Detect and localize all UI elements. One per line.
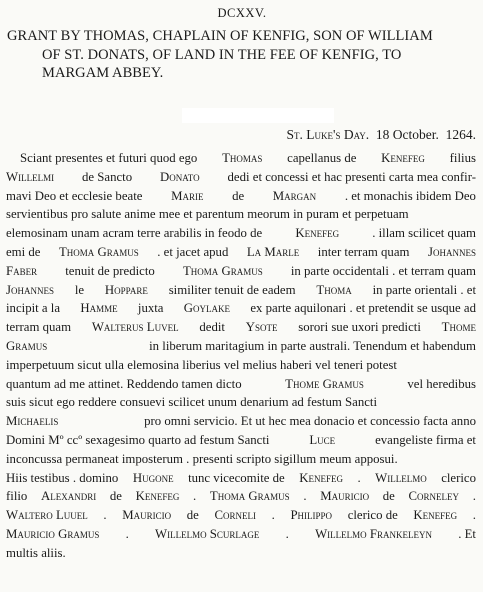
proper-name: Thome Gramus xyxy=(285,376,364,391)
text-line xyxy=(6,281,476,300)
proper-name: Johannes xyxy=(427,244,476,259)
text-segment: Sciant presentes et futuri quod ego xyxy=(20,151,198,165)
proper-name: Donato xyxy=(160,169,200,184)
proper-name: Kenefeg xyxy=(135,489,180,504)
proper-name: Corneli xyxy=(214,508,256,523)
text-line xyxy=(6,375,476,394)
proper-name: Philippo xyxy=(290,508,333,523)
text-segment: . et jacet apud xyxy=(157,244,229,259)
text-segment: pro omni servicio. Et ut hec mea donacio et concessio facta anno xyxy=(144,414,476,429)
proper-name: Luce xyxy=(309,432,336,447)
text-segment: clerico xyxy=(441,470,476,485)
proper-name: Willelmo xyxy=(375,470,427,485)
proper-name: Willelmi xyxy=(6,169,55,184)
text-segment: . xyxy=(472,489,476,504)
text-segment: clerico de xyxy=(347,508,398,523)
text-segment: mavi Deo et ecclesie beate xyxy=(6,188,143,203)
text-line xyxy=(6,168,476,187)
text-segment: . xyxy=(472,508,476,523)
proper-name: Thoma Gramus xyxy=(182,263,263,278)
text-segment: evangeliste firma et xyxy=(375,432,476,447)
proper-name: Kenefeg xyxy=(299,470,343,485)
text-segment: . Et xyxy=(458,526,476,541)
proper-name: Thoma Gramus xyxy=(58,244,139,259)
text-segment: Domini Mº ccº sexagesimo quarto ad festum Sancti xyxy=(6,432,270,447)
proper-name: Thoma xyxy=(316,282,352,297)
proper-name: Kenefeg xyxy=(381,151,425,165)
text-segment: . et monachis ibidem Deo xyxy=(344,188,476,203)
text-line xyxy=(6,544,476,563)
document-number: DCXXV. xyxy=(217,6,267,20)
text-segment: de xyxy=(382,489,395,504)
text-segment: . xyxy=(193,489,197,504)
text-line xyxy=(6,224,476,243)
text-segment: . xyxy=(271,508,275,523)
text-segment: Hiis testibus . domino xyxy=(6,470,119,485)
text-segment: ex parte aquilonari . et pretendit se usque ad xyxy=(250,301,476,316)
title-line-3: MARGAM ABBEY. xyxy=(42,65,164,81)
text-segment: . illam scilicet quam xyxy=(372,226,476,241)
proper-name: Corneley xyxy=(408,489,460,504)
proper-name: La Marle xyxy=(246,244,300,259)
text-segment: . xyxy=(125,526,129,541)
date-line xyxy=(287,127,476,143)
proper-name: Hugone xyxy=(132,470,174,485)
text-segment: dedi et concessi et hac presenti carta mea confir- xyxy=(227,169,476,184)
text-line xyxy=(6,431,476,450)
proper-name: Margan xyxy=(272,188,317,203)
proper-name: Willelmo Frankeleyn xyxy=(315,526,432,541)
text-segment: in liberum maritagium in parte australi. Tenendum et habendum xyxy=(149,338,476,353)
text-line xyxy=(6,318,476,337)
text-segment: le xyxy=(74,282,85,297)
text-segment: dedit xyxy=(199,320,225,335)
text-segment: de xyxy=(232,188,245,203)
text-segment: inter terram quam xyxy=(317,244,410,259)
text-line xyxy=(6,299,476,318)
text-segment: incipit a la xyxy=(6,301,61,316)
text-segment: in parte orientali . et xyxy=(372,282,476,297)
text-segment: de xyxy=(109,489,122,504)
proper-name: Hoppare xyxy=(104,282,148,297)
text-line xyxy=(6,243,476,262)
proper-name: Hamme xyxy=(80,301,118,316)
text-segment: terram quam xyxy=(6,320,72,335)
proper-name: Walterus Luvel xyxy=(91,320,179,335)
text-segment: capellanus de xyxy=(287,151,357,165)
text-segment: in parte occidentali . et terram quam xyxy=(290,263,476,278)
text-segment: similiter tenuit de eadem xyxy=(168,282,296,297)
proper-name: Marie xyxy=(171,188,204,203)
text-segment: vel heredibus xyxy=(407,376,476,391)
text-segment: imperpetuum sicut ulla elemosina liberius vel melius haberi vel teneri potest xyxy=(6,357,397,372)
proper-name: Alexandri xyxy=(40,489,97,504)
text-segment: emi de xyxy=(6,244,41,259)
proper-name: Johannes xyxy=(6,282,54,297)
text-segment: sorori sue uxori predicti xyxy=(298,320,421,335)
text-segment: . xyxy=(303,489,307,504)
document-page xyxy=(6,0,478,592)
text-line xyxy=(6,262,476,281)
feast-day: St. Luke's Day. xyxy=(286,127,370,142)
charter-text xyxy=(6,149,476,563)
date-day-month: 18 October. xyxy=(375,127,439,142)
text-segment: de Sancto xyxy=(82,169,133,184)
text-segment: elemosinam unam acram terre arabilis in feodo de xyxy=(6,226,263,241)
text-segment: multis aliis. xyxy=(6,545,66,560)
proper-name: Michaelis xyxy=(6,414,59,429)
text-line xyxy=(6,337,476,356)
text-line xyxy=(6,450,476,469)
text-line xyxy=(6,506,476,525)
text-line xyxy=(6,412,476,431)
text-segment: filius xyxy=(449,151,476,165)
redaction-block xyxy=(182,108,334,123)
text-segment: inconcussa permaneat imposterum . presenti scripto sigillum meum apposui. xyxy=(6,451,398,466)
proper-name: Gramus xyxy=(6,338,48,353)
text-line xyxy=(6,469,476,488)
text-line xyxy=(6,487,476,506)
text-segment: . xyxy=(103,508,107,523)
proper-name: Faber xyxy=(6,263,38,278)
text-line xyxy=(6,205,476,224)
text-segment: servientibus pro salute anime mee et parentum meorum in puram et perpetuam xyxy=(6,207,409,222)
text-line xyxy=(6,356,476,375)
text-segment: . xyxy=(357,470,361,485)
proper-name: Goylake xyxy=(183,301,231,316)
text-segment: filio xyxy=(6,489,28,504)
text-line xyxy=(6,525,476,544)
proper-name: Waltero Luuel xyxy=(6,508,88,523)
proper-name: Kenefeg xyxy=(413,508,458,523)
text-line xyxy=(6,149,476,168)
proper-name: Mauricio xyxy=(320,489,370,504)
text-segment: de xyxy=(186,508,199,523)
proper-name: Thome xyxy=(441,320,476,335)
text-segment: tenuit de predicto xyxy=(65,263,155,278)
proper-name: Thoma Gramus xyxy=(209,489,290,504)
text-segment: juxta xyxy=(137,301,164,316)
proper-name: Kenefeg xyxy=(295,226,340,241)
title-line-1: GRANT BY THOMAS, CHAPLAIN OF KENFIG, SON OF WILLIAM xyxy=(7,28,433,44)
text-line xyxy=(6,187,476,206)
proper-name: Thomas xyxy=(222,151,263,165)
text-segment: suis sicut ego reddere consuevi scilicet unum denarium ad festum Sancti xyxy=(6,395,378,410)
text-line xyxy=(6,393,476,412)
proper-name: Willelmo Scurlage xyxy=(155,526,260,541)
proper-name: Mauricio Gramus xyxy=(6,526,100,541)
text-segment: tunc vicecomite de xyxy=(188,470,285,485)
document-title xyxy=(6,27,476,83)
title-line-2: OF ST. DONATS, OF LAND IN THE FEE OF KENFIG, TO xyxy=(42,46,402,63)
text-segment: quantum ad me attinet. Reddendo tamen dicto xyxy=(6,376,242,391)
proper-name: Mauricio xyxy=(122,508,172,523)
text-segment: . xyxy=(285,526,289,541)
date-year: 1264. xyxy=(445,127,476,142)
proper-name: Ysote xyxy=(245,320,278,335)
